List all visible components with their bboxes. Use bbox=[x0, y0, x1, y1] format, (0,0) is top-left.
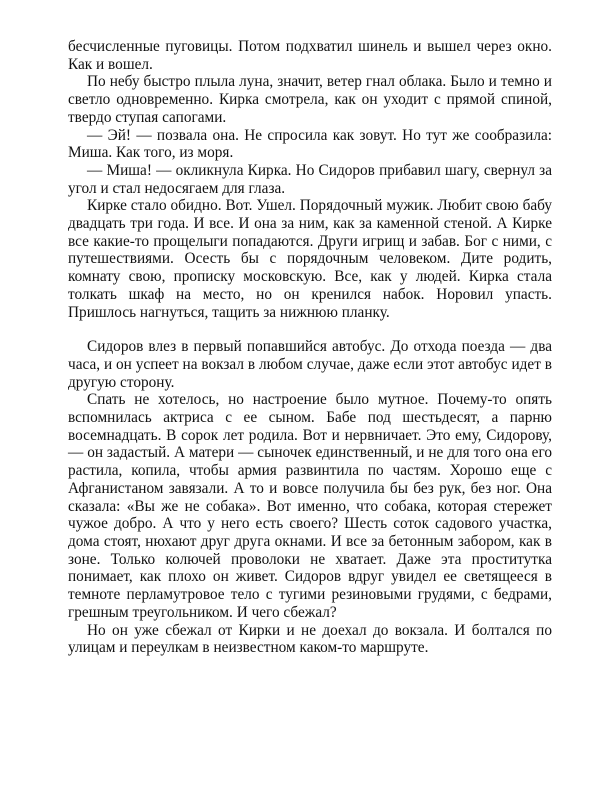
paragraph-dialogue-misha: — Миша! — окликнула Кирка. Но Сидоров прибавил шагу, свернул за угол и стал недосягаем для глаза. bbox=[68, 161, 552, 197]
paragraph-bus: Сидоров влез в первый попавшийся автобус. До отхода поезда — два часа, и он успеет на вокзал в любом случае, даже если этот автобус идет в другую сторону. bbox=[68, 338, 552, 391]
paragraph-ending: Но он уже сбежал от Кирки и не доехал до вокзала. И болтался по улицам и переулкам в неизвестном каком-то маршруте. bbox=[68, 621, 552, 657]
paragraph-continued: бесчисленные пуговицы. Потом подхватил шинель и вышел через окно. Как и вошел. bbox=[68, 38, 552, 73]
paragraph-dialogue-hey: — Эй! — позвала она. Не спросила как зовут. Но тут же сообразила: Миша. Как того, из моря. bbox=[68, 126, 552, 162]
body-text bbox=[68, 38, 552, 657]
paragraph-mood: Спать не хотелось, но настроение было мутное. Почему-то опять вспомнилась актриса с ее сыном. Бабе под шестьдесят, а парню восемнадцать. В сорок лет родила. Вот и нервничает. Это ему, Сидорову, — он задастый. А матери — сыночек единственный, и не для того она его растила, копила, чтобы армия развинтила по частям. Хорошо еще с Афганистаном завязали. А то и вовсе получила бы без рук, без ног. Она сказала: «Вы же не собака». Вот именно, что собака, которая стережет чужое добро. А что у него есть своего? Шесть соток садового участка, дома стоят, нюхают друг друга окнами. И все за бетонным забором, как в зоне. Только колючей проволоки не хватает. Даже эта проститутка понимает, как плохо он живет. Сидоров вдруг увидел ее светящееся в темноте перламутровое тело с тугими резиновыми грудями, с бедрами, грешным треугольником. И чего сбежал? bbox=[68, 391, 552, 621]
paragraph-kirka-offended: Кирке стало обидно. Вот. Ушел. Порядочный мужик. Любит свою бабу двадцать три года. И все. И она за ним, как за каменной стеной. А Кирке все какие-то прощелыги попадаются. Други игрищ и забав. Бог с ними, с путешествиями. Осесть бы с порядочным человеком. Дите родить, комнату свою, прописку московскую. Все, как у людей. Кирка стала толкать шкаф на место, но он кренился набок. Норовил упасть. Пришлось нагнуться, тащить за нижнюю планку. bbox=[68, 197, 552, 321]
paragraph-moon: По небу быстро плыла луна, значит, ветер гнал облака. Было и темно и светло одновременно. Кирка смотрела, как он уходит с прямой спиной, твердо ступая сапогами. bbox=[68, 73, 552, 126]
